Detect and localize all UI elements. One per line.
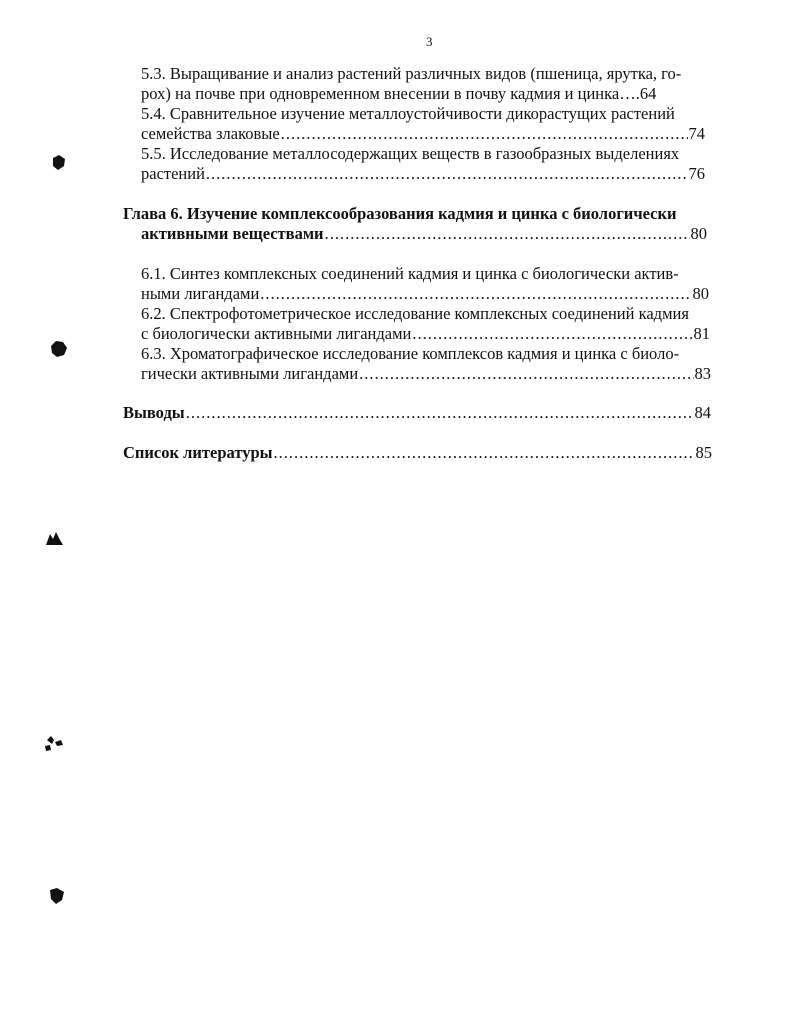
toc-5-3-line2: рох) на почве при одновременном внесении в почву кадмия и цинка….64 — [141, 84, 657, 103]
toc-6-2-page: 81 — [693, 324, 710, 343]
toc-entry-references[interactable] — [123, 443, 712, 463]
leader-dots — [281, 124, 688, 144]
toc-5-5-title-end: растений — [141, 164, 205, 183]
toc-chapter-6-line1: Глава 6. Изучение комплексообразования кадмия и цинка с биологически — [123, 204, 677, 223]
toc-5-4-page: 74 — [688, 124, 705, 143]
toc-entry-5-5[interactable] — [141, 164, 705, 184]
toc-5-5-line1: 5.5. Исследование металлосодержащих веществ в газообразных выделениях — [141, 144, 680, 163]
toc-chapter-6-page: 80 — [690, 224, 707, 243]
toc-6-1-page: 80 — [692, 284, 709, 303]
toc-6-3-title-end: гически активными лигандами — [141, 364, 359, 383]
scan-mark-icon — [44, 530, 66, 548]
toc-6-2-line1: 6.2. Спектрофотометрическое исследование комплексных соединений кадмия — [141, 304, 689, 323]
toc-chapter-6-title-end: активными веществами — [141, 224, 324, 243]
toc-entry-conclusions[interactable] — [123, 403, 711, 423]
leader-dots — [325, 224, 690, 244]
leader-dots — [260, 284, 691, 304]
toc-5-5-page: 76 — [688, 164, 705, 183]
leader-dots — [206, 164, 688, 184]
leader-dots — [274, 443, 695, 463]
toc-6-2-title-end: с биологически активными лигандами — [141, 324, 412, 343]
toc-6-1-title-end: ными лигандами — [141, 284, 260, 303]
toc-entry-6-1[interactable] — [141, 284, 709, 304]
toc-6-3-line1: 6.3. Хроматографическое исследование комплексов кадмия и цинка с биоло- — [141, 344, 680, 363]
scan-mark-icon — [47, 886, 67, 906]
leader-dots — [359, 364, 693, 384]
leader-dots — [186, 403, 694, 423]
page-number: 3 — [426, 34, 433, 49]
leader-dots — [412, 324, 692, 344]
toc-conclusions-page: 84 — [694, 403, 711, 422]
scan-mark-icon — [50, 154, 68, 172]
toc-5-4-title-end: семейства злаковые — [141, 124, 280, 143]
toc-references-title: Список литературы — [123, 443, 273, 462]
toc-entry-6-2[interactable] — [141, 324, 710, 344]
toc-entry-chapter-6[interactable] — [141, 224, 707, 244]
toc-references-page: 85 — [695, 443, 712, 462]
toc-6-3-page: 83 — [694, 364, 711, 383]
scan-mark-icon — [42, 734, 66, 754]
toc-6-1-line1: 6.1. Синтез комплексных соединений кадмия и цинка с биологически актив- — [141, 264, 679, 283]
toc-5-4-line1: 5.4. Сравнительное изучение металлоустойчивости дикорастущих растений — [141, 104, 675, 123]
scan-mark-icon — [49, 339, 69, 359]
toc-entry-6-3[interactable] — [141, 364, 711, 384]
toc-entry-5-4[interactable] — [141, 124, 705, 144]
toc-5-3-line1: 5.3. Выращивание и анализ растений различных видов (пшеница, ярутка, го- — [141, 64, 682, 83]
toc-conclusions-title: Выводы — [123, 403, 185, 422]
